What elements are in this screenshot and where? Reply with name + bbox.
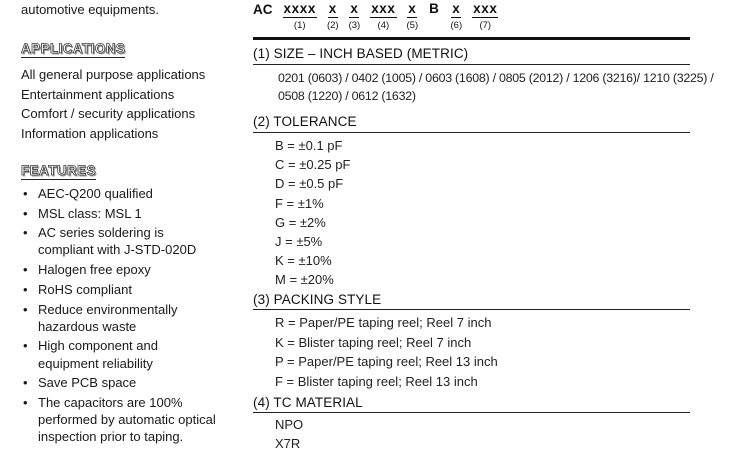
packing-option: K = Blister taping reel; Reel 7 inch xyxy=(275,334,472,350)
part-number-divider xyxy=(253,37,690,40)
feature-item: • RoHS compliant xyxy=(21,281,222,298)
size-options-line: 0508 (1220) / 0612 (1632) xyxy=(278,89,416,104)
feature-item: • High component and equipment reliability xyxy=(21,337,222,371)
part-number-group xyxy=(407,2,419,31)
part-number-digits: x xyxy=(452,1,461,16)
part-number-position-label: (6) xyxy=(450,20,463,31)
ordering-code-panel xyxy=(253,0,714,453)
feature-item: • The capacitors are 100% performed by automatic optical inspection prior to taping. xyxy=(21,394,222,446)
part-number-group xyxy=(327,2,339,31)
part-number-digits: xxxx xyxy=(283,1,316,16)
features-heading: FEATURES xyxy=(21,162,96,178)
section-rule xyxy=(253,309,690,310)
section-size-heading: (1) SIZE – INCH BASED (METRIC) xyxy=(253,45,469,61)
applications-heading: APPLICATIONS xyxy=(21,41,126,56)
part-number-digits: xxx xyxy=(371,1,396,16)
section-tc-material-heading: (4) TC MATERIAL xyxy=(253,394,363,410)
part-number-code xyxy=(253,0,690,31)
part-number-digits: xxx xyxy=(473,1,498,16)
tolerance-option: G = ±2% xyxy=(275,214,326,230)
part-number-group xyxy=(472,2,498,31)
tolerance-options xyxy=(253,136,690,290)
part-number-prefix: AC xyxy=(253,2,273,17)
section-packing-heading: (3) PACKING STYLE xyxy=(253,291,382,307)
section-rule xyxy=(253,64,690,65)
feature-item: • Reduce environmentally hazardous waste xyxy=(21,301,222,335)
application-item: Information applications xyxy=(21,126,159,142)
tolerance-option: K = ±10% xyxy=(275,253,332,269)
tc-material-option: X7R xyxy=(275,435,301,451)
tolerance-option: B = ±0.1 pF xyxy=(275,137,343,153)
size-options xyxy=(278,69,714,106)
part-number-group xyxy=(370,2,396,31)
part-number-position-label: (5) xyxy=(406,20,419,31)
section-rule xyxy=(253,132,690,133)
part-number-position-label: (7) xyxy=(479,20,492,31)
tolerance-option: D = ±0.5 pF xyxy=(275,176,344,192)
feature-item: • AEC-Q200 qualified xyxy=(21,185,222,202)
tolerance-option: F = ±1% xyxy=(275,195,324,211)
packing-option: P = Paper/PE taping reel; Reel 13 inch xyxy=(275,354,498,370)
part-number-group xyxy=(428,2,440,19)
part-number-fixed-letter: B xyxy=(429,1,440,16)
section-rule xyxy=(253,412,690,413)
part-number-position-label: (1) xyxy=(293,20,306,31)
application-item: Entertainment applications xyxy=(21,86,175,102)
feature-item: • Save PCB space xyxy=(21,374,222,391)
feature-item: • MSL class: MSL 1 xyxy=(21,205,222,222)
application-item: All general purpose applications xyxy=(21,67,206,82)
packing-options xyxy=(253,313,690,391)
packing-option: R = Paper/PE taping reel; Reel 7 inch xyxy=(275,315,492,331)
left-column xyxy=(21,0,243,448)
features-list xyxy=(21,185,222,446)
part-number-group xyxy=(349,2,361,31)
tolerance-option: C = ±0.25 pF xyxy=(275,157,351,173)
feature-item: • AC series soldering is compliant with J-STD-020D xyxy=(21,224,222,258)
part-number-position-label: (3) xyxy=(348,20,361,31)
tolerance-option: J = ±5% xyxy=(275,233,323,249)
tc-material-options xyxy=(253,416,690,453)
part-number-position-label: (2) xyxy=(326,20,339,31)
part-number-digits: x xyxy=(350,1,359,16)
part-number-group xyxy=(283,2,317,31)
part-number-position-label: (4) xyxy=(377,20,390,31)
tolerance-option: M = ±20% xyxy=(275,272,334,288)
section-tolerance-heading: (2) TOLERANCE xyxy=(253,113,357,129)
feature-item: • Halogen free epoxy xyxy=(21,261,222,278)
tc-material-option: NPO xyxy=(275,417,304,433)
size-options-line: 0201 (0603) / 0402 (1005) / 0603 (1608) / 0805 (2012) / 1206 (3216)/ 1210 (3225) / xyxy=(278,70,714,85)
applications-list xyxy=(21,65,243,144)
part-number-group xyxy=(451,2,463,31)
application-item: Comfort / security applications xyxy=(21,106,196,122)
intro-text: automotive equipments. xyxy=(21,2,160,17)
packing-option: F = Blister taping reel; Reel 13 inch xyxy=(275,374,478,390)
part-number-digits: x xyxy=(408,1,417,16)
part-number-digits: x xyxy=(328,1,337,16)
